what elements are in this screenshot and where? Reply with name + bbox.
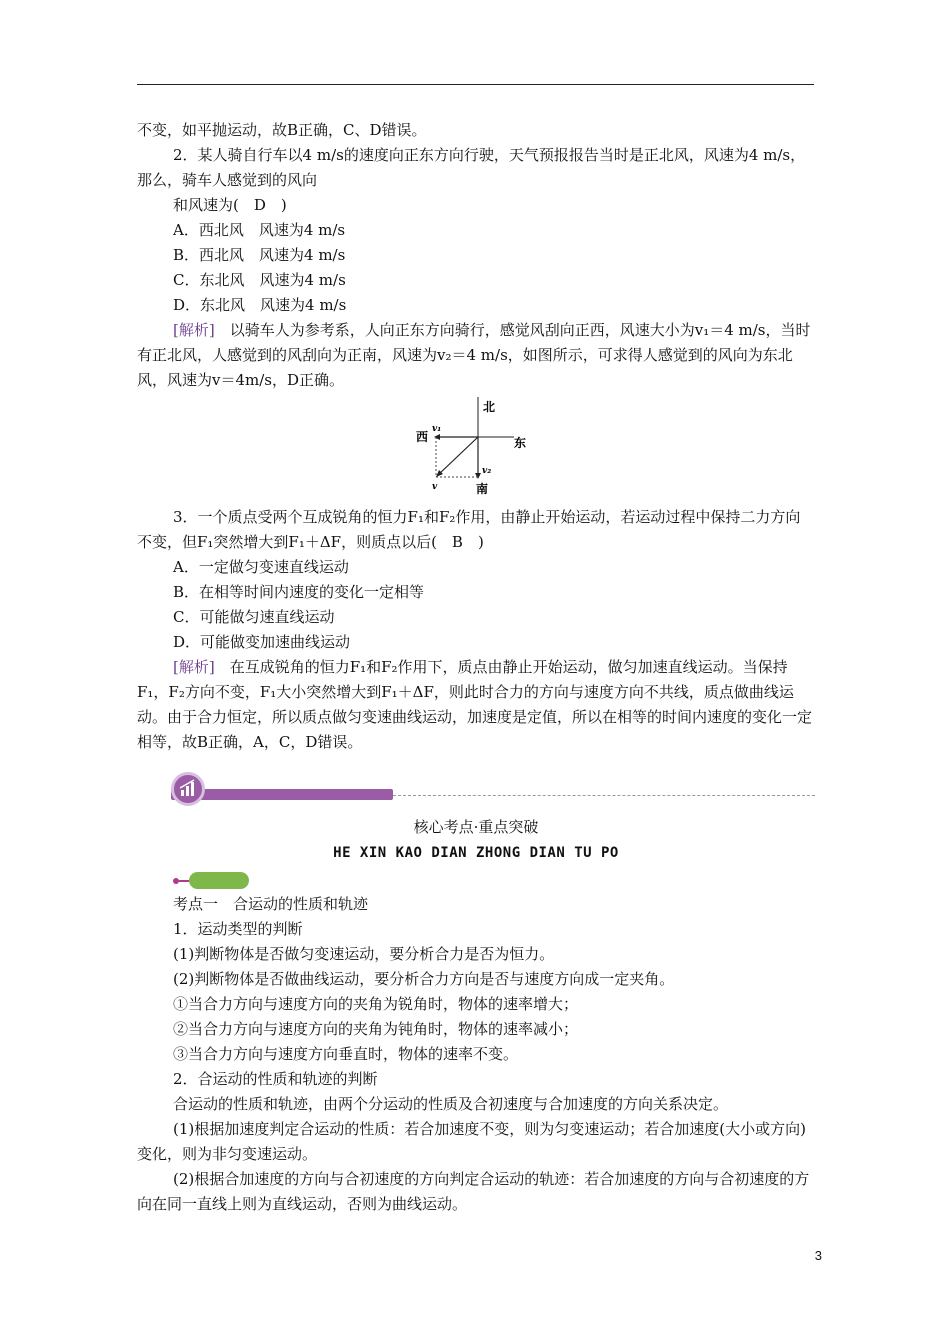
q3-option-d: D．可能做变加速曲线运动 [173,633,351,651]
heading-marker [173,872,815,890]
q2-option-b: B．西北风 风速为4 m/s [173,246,346,264]
kd1-sub1: 1．运动类型的判断 [173,920,303,938]
kd1-intro2: 合运动的性质和轨迹，由两个分运动的性质及合初速度与合加速度的方向关系决定。 [173,1095,729,1113]
q2-analysis [137,318,815,393]
continuation-text: 不变，如平抛运动，故B正确，C、D错误。 [137,121,427,139]
kd1-item: (1)根据加速度判定合运动的性质：若合加速度不变，则为匀变速运动；若合加速度(大小或方向)变化，则为非匀变速运动。 [137,1120,806,1163]
kd1-heading: 考点一 合运动的性质和轨迹 [173,895,369,913]
kd1-item: (1)判断物体是否做匀变速运动，要分析合力是否为恒力。 [173,945,555,963]
kd1-item: (2)判断物体是否做曲线运动，要分析合力方向是否与速度方向成一定夹角。 [173,970,675,988]
page-content [137,118,815,1217]
question-2-stem-cont: 和风速为( D ) [173,196,287,214]
q2-option-a: A．西北风 风速为4 m/s [173,221,346,239]
banner-dashed-line [393,795,815,796]
header-rule [137,84,814,85]
kd1-item: ②当合力方向与速度方向的夹角为钝角时，物体的速率减小； [173,1020,579,1038]
q3-option-a: A．一定做匀变速直线运动 [173,558,349,576]
wind-vector-diagram [416,397,536,501]
v-arrow [438,437,478,475]
section-title-en: HE XIN KAO DIAN ZHONG DIAN TU PO [333,845,619,861]
question-2-stem: 2．某人骑自行车以4 m/s的速度向正东方向行驶，天气预报报告当时是正北风，风速为4 m/s，那么，骑车人感觉到的风向 [137,146,806,189]
label-v1: v₁ [432,424,442,434]
label-v2: v₂ [482,466,492,476]
kd1-item: ①当合力方向与速度方向的夹角为锐角时，物体的速率增大； [173,995,579,1013]
q3-option-b: B．在相等时间内速度的变化一定相等 [173,583,425,601]
label-north: 北 [483,400,496,414]
q3-option-c: C．可能做匀速直线运动 [173,608,335,626]
analysis-tag: [解析] [173,658,215,676]
label-south: 南 [476,482,489,496]
analysis-tag: [解析] [173,321,215,339]
kd1-sub2: 2．合运动的性质和轨迹的判断 [173,1070,378,1088]
chart-icon [171,772,205,806]
label-v: v [432,482,438,492]
q3-analysis [137,655,815,755]
kd1-item: ③当合力方向与速度方向垂直时，物体的速率不变。 [173,1045,519,1063]
page-number: 3 [814,1248,822,1263]
section-banner [137,769,815,815]
q3-analysis-text: 在互成锐角的恒力F₁和F₂作用下，质点由静止开始运动，做匀加速直线运动。当保持F₁，F₂方向不变，F₁大小突然增大到F₁＋ΔF，则此时合力的方向与速度方向不共线，质点做曲线运动。由于合力恒定，所以质点做匀变速曲线运动，加速度是定值，所以在相等的时间内速度的变化一定相等，故B正确，A，C，D错误。 [137,658,813,751]
q2-analysis-text: 以骑车人为参考系，人向正东方向骑行，感觉风刮向正西，风速大小为v₁＝4 m/s，当时有正北风，人感觉到的风刮向为正南，风速为v₂＝4 m/s，如图所示，可求得人感觉到的风向为东北风，风速为v＝4m/s，D正确。 [137,321,811,389]
green-pill [189,872,249,889]
label-west: 西 [416,430,429,444]
q2-option-d: D．东北风 风速为4 m/s [173,296,347,314]
kd1-item: (2)根据合加速度的方向与合初速度的方向判定合运动的轨迹：若合加速度的方向与合初速度的方向在同一直线上则为直线运动，否则为曲线运动。 [137,1170,810,1213]
section-title-cn: 核心考点·重点突破 [413,818,539,836]
label-east: 东 [514,436,527,450]
q2-option-c: C．东北风 风速为4 m/s [173,271,346,289]
question-3-stem: 3．一个质点受两个互成锐角的恒力F₁和F₂作用，由静止开始运动，若运动过程中保持二力方向不变，但F₁突然增大到F₁＋ΔF，则质点以后( B ) [137,508,801,551]
